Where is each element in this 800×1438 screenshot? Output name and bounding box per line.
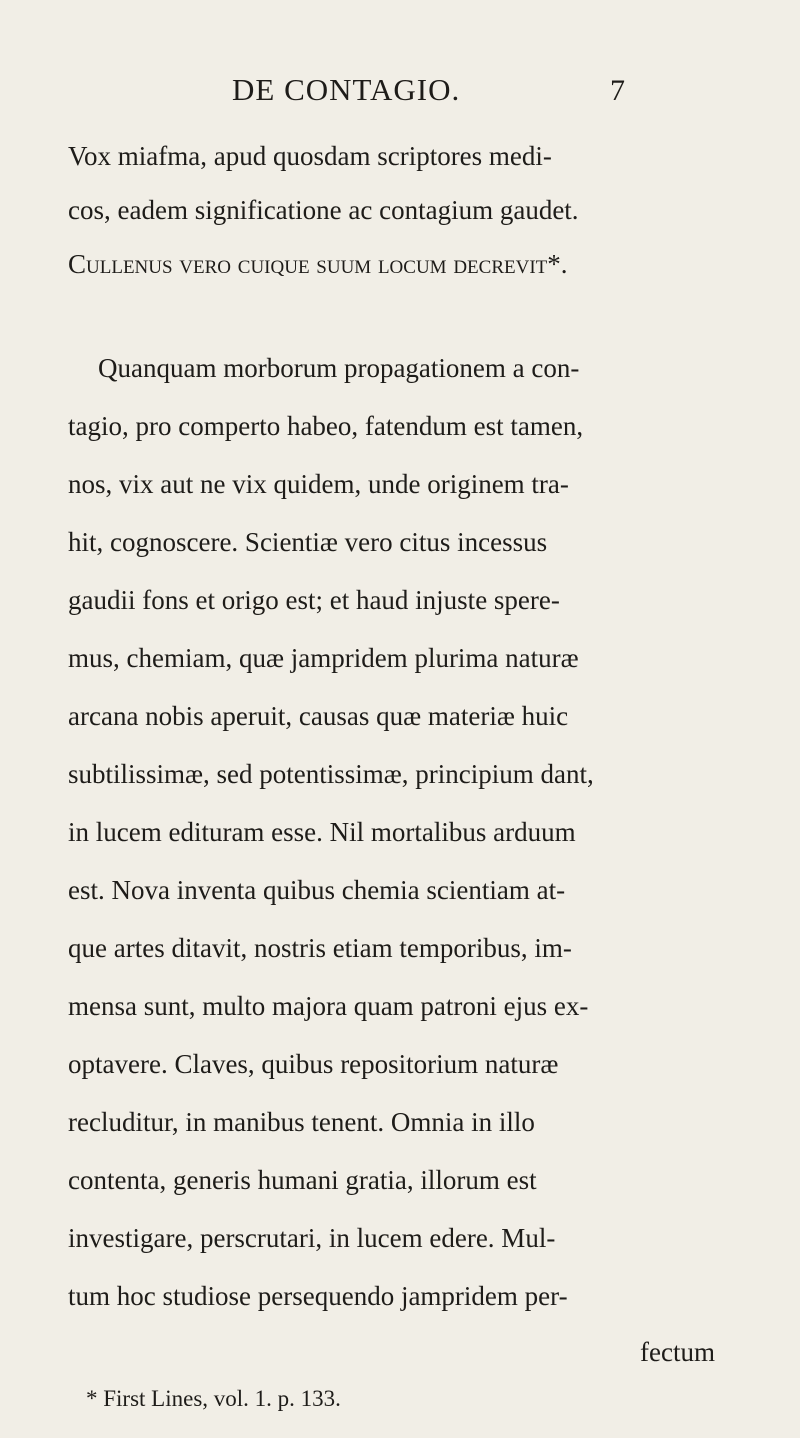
catchword: fectum (640, 1337, 715, 1367)
text-line: que artes ditavit, nostris etiam temporibus, im- (68, 933, 572, 963)
text-line: contenta, generis humani gratia, illorum est (68, 1165, 537, 1195)
text-line: arcana nobis aperuit, causas quæ materiæ huic (68, 701, 569, 731)
text-line: gaudii fons et origo est; et haud injuste spere- (68, 585, 560, 615)
page-number: 7 (610, 74, 625, 107)
text-line: Vox miafma, apud quosdam scriptores medi- (68, 141, 552, 171)
text-line: est. Nova inventa quibus chemia scientiam at- (68, 875, 566, 905)
text-line: investigare, perscrutari, in lucem edere. Mul- (68, 1223, 556, 1253)
text-line: recluditur, in manibus tenent. Omnia in illo (68, 1107, 535, 1137)
footnote: * First Lines, vol. 1. p. 133. (86, 1386, 341, 1411)
text-line: hit, cognoscere. Scientiæ vero citus incessus (68, 527, 548, 557)
text-line: Quanquam morborum propagationem a con- (98, 353, 580, 383)
text-line: in lucem edituram esse. Nil mortalibus arduum (68, 817, 576, 847)
text-line: nos, vix aut ne vix quidem, unde originem tra- (68, 469, 569, 499)
catchword-line (0, 1332, 800, 1372)
text-line: cos, eadem significatione ac contagium gaudet. (68, 195, 579, 225)
text-line: tum hoc studiose persequendo jampridem per- (68, 1281, 568, 1311)
text-line: mus, chemiam, quæ jampridem plurima naturæ (68, 643, 579, 673)
text-line: subtilissimæ, sed potentissimæ, principium dant, (68, 759, 594, 789)
text-line: optavere. Claves, quibus repositorium naturæ (68, 1049, 559, 1079)
text-line: Cullenus vero cuique suum locum decrevit*. (68, 249, 568, 279)
running-head: DE CONTAGIO. (232, 72, 461, 107)
text-line: mensa sunt, multo majora quam patroni ejus ex- (68, 991, 589, 1021)
text-line: tagio, pro comperto habeo, fatendum est tamen, (68, 411, 584, 441)
page-header (0, 72, 800, 112)
